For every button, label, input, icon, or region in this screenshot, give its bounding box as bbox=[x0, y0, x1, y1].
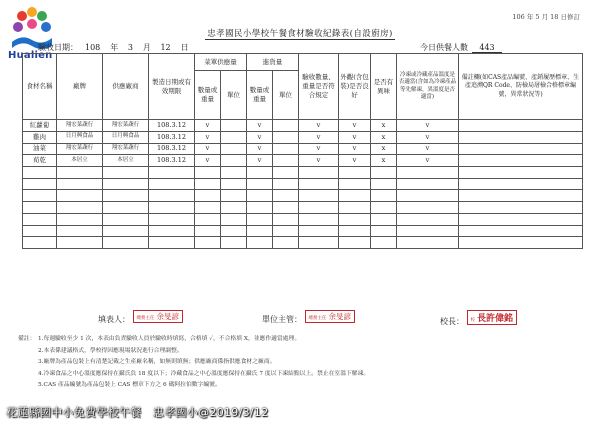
principal-stamp: 校 長許偉銘 bbox=[467, 310, 518, 325]
col-weight-check: 驗收數量、重量是否符合規定 bbox=[299, 54, 339, 120]
col-supplier: 供應廠商 bbox=[103, 54, 149, 120]
col-package: 外觀(含包裝)是否良好 bbox=[339, 54, 371, 120]
note-item: 2.本表係建議格式，學校得因應現場狀況進行合理調整。 bbox=[38, 347, 183, 354]
unit-head-stamp: 總務主任 余旻諺 bbox=[305, 310, 356, 323]
col-supply-qty: 數量或重量 bbox=[195, 71, 221, 120]
notes-label: 備註： bbox=[18, 336, 36, 342]
filler-stamp: 總務主任 余旻諺 bbox=[133, 310, 184, 323]
col-mfg-date: 製造日期或有效期限 bbox=[149, 54, 195, 120]
form-title: 忠孝國民小學校午餐食材驗收紀錄表(自設廚房) bbox=[207, 29, 393, 39]
table-row-empty bbox=[23, 178, 583, 190]
table-row: 油菜 翔宏菜蔬行 翔宏菜蔬行 108.3.12 v v v v x v bbox=[23, 143, 583, 155]
table-row-empty bbox=[23, 213, 583, 225]
note-item: 4.冷凍食品之中心溫度應保持在攝氏負 18 度以下；冷藏食品之中心溫度應保持在攝氏 7 度以下凍結點以上。禁止在室溫下解凍。 bbox=[38, 370, 370, 377]
note-item: 3.廠牌為產品包裝上有清楚記載之生產廠名稱，如無則填無；供應廠商係指供應食材之廠商。 bbox=[38, 359, 276, 365]
inspection-table bbox=[22, 53, 583, 249]
col-purchase-qty: 數量或重量 bbox=[247, 71, 273, 120]
logo-text: Hualien bbox=[8, 50, 53, 61]
note-item: 5.CAS 產品編號為產品包裝上 CAS 標章下方之 6 碼阿拉伯數字編號。 bbox=[38, 382, 221, 388]
filler-signature: 填表人： 總務主任 余旻諺 bbox=[98, 312, 183, 325]
table-row-empty bbox=[23, 237, 583, 249]
revised-date: 106 年 5 月 18 日修訂 bbox=[512, 13, 580, 21]
table-row-empty bbox=[23, 225, 583, 237]
col-supply-group: 菜單供應量 bbox=[195, 54, 247, 71]
principal-signature: 校長： 校 長許偉銘 bbox=[440, 312, 517, 327]
table-row: 紅蘿蔔 翔宏菜蔬行 翔宏菜蔬行 108.3.12 v v v v x v bbox=[23, 120, 583, 132]
notes-section bbox=[18, 334, 583, 392]
table-row: 荀乾 本居立 本居立 108.3.12 v v v v x v bbox=[23, 155, 583, 167]
meal-count: 今日供餐人數 443 bbox=[420, 42, 502, 53]
col-purchase-group: 進貨量 bbox=[247, 54, 299, 71]
col-brand: 廠牌 bbox=[57, 54, 103, 120]
col-supply-unit: 單位 bbox=[221, 71, 247, 120]
col-foreign: 是否有異味 bbox=[371, 54, 397, 120]
inspection-date: 驗收日期： 108 年 3 月 12 日 bbox=[38, 43, 189, 52]
footer-watermark: 花蓮縣國中小免費學校午餐 忠孝國小@2019/3/12 bbox=[6, 406, 269, 419]
table-row-empty bbox=[23, 202, 583, 214]
col-name: 食材名稱 bbox=[23, 54, 57, 120]
table-row-empty bbox=[23, 166, 583, 178]
col-notes: 備註欄(如CAS產品編號、產銷履歷標章、生產追溯QR Code、防檢局屠檢合格標章編號，異常狀況等) bbox=[459, 54, 583, 120]
table-row: 雞肉 日月興食品 日月興食品 108.3.12 v v v v x v bbox=[23, 131, 583, 143]
unit-head-signature: 單位主管： 總務主任 余旻諺 bbox=[262, 312, 355, 325]
col-temp: 冷凍或冷藏產品溫度是否適當(含如為冷凍產品等先解凍，異溫度是否適當) bbox=[397, 54, 459, 120]
table-row-empty bbox=[23, 190, 583, 202]
note-item: 1.每週驗收至少 1 次，本表由負責驗收人員於驗收時填寫，合格填 ✓，不合格填 X，並應作適當處理。 bbox=[38, 336, 301, 342]
col-purchase-unit: 單位 bbox=[273, 71, 299, 120]
